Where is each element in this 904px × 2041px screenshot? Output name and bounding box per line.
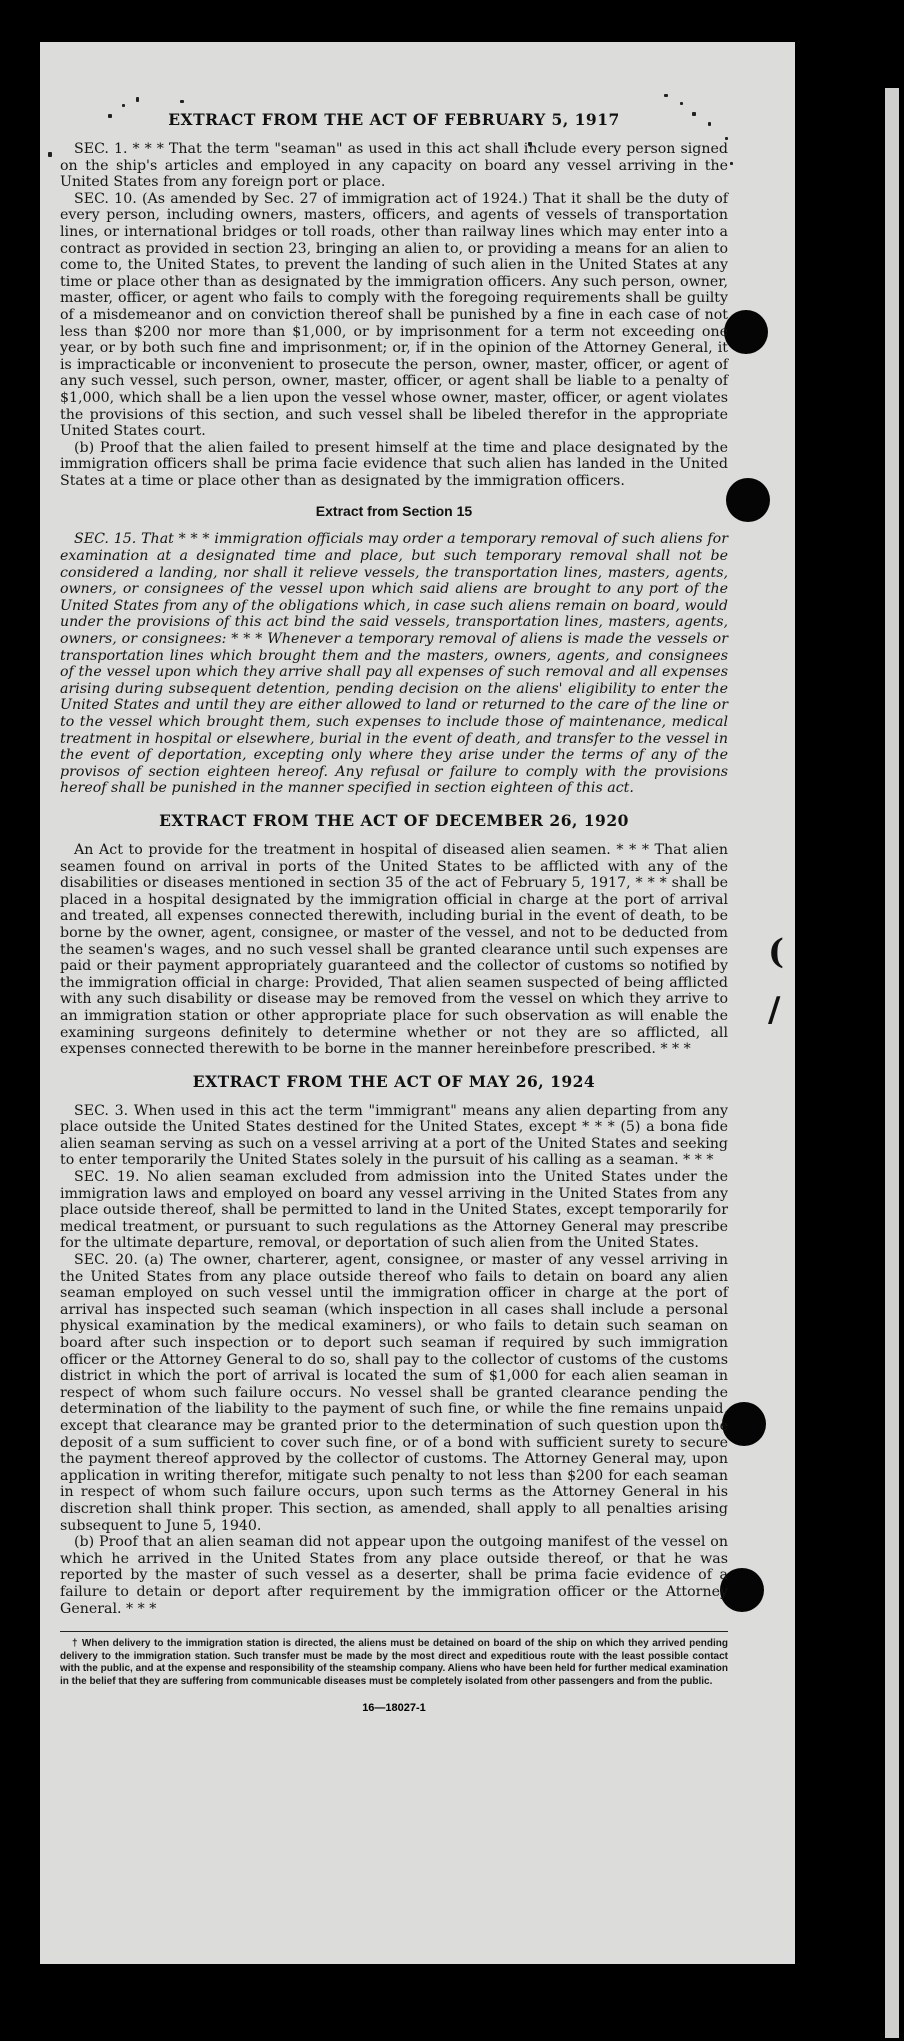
punch-hole bbox=[722, 1402, 766, 1446]
section-heading: EXTRACT FROM THE ACT OF DECEMBER 26, 1920 bbox=[159, 810, 629, 830]
scan-speck bbox=[680, 102, 683, 105]
section-subheading: Extract from Section 15 bbox=[315, 503, 473, 520]
margin-bracket-mark: ( bbox=[768, 932, 785, 972]
form-number: 16—18027-1 bbox=[362, 1702, 426, 1715]
scan-speck bbox=[664, 94, 668, 97]
section-act-may-1924 bbox=[60, 1072, 728, 1617]
scan-speck bbox=[122, 104, 125, 107]
paragraph-sec-20-a: SEC. 20. (a) The owner, charterer, agent, consignee, or master of any vessel arriving in the United States from any place outside thereof who fails to detain on board any alien seaman employed on such vessel until the immigration officer in charge at the port of arrival has inspected such seaman (which inspection in all cases shall include a personal physical examination by the medical examiners), or who fails to detain such seaman on board after such inspection or to deport such seaman if required by such immigration officer or the Attorney General to do so, shall pay to the collector of customs of the customs district in which the port of arrival is located the sum of $1,000 for each alien seaman in respect of whom such failure occurs. No vessel shall be granted clearance pending the determination of the liability to the payment of such fine, or while the fine remains unpaid, except that clearance may be granted prior to the determination of such question upon the deposit of a sum sufficient to cover such fine, or of a bond with sufficient surety to secure the payment thereof approved by the collector of customs. The Attorney General may, upon application in writing therefor, mitigate such penalty to not less than $200 for each seaman in respect of whom such failure occurs, upon such terms as the Attorney General in his discretion shall think proper. This section, as amended, shall apply to all penalties arising subsequent to June 5, 1940. bbox=[60, 1252, 728, 1534]
scan-speck bbox=[180, 100, 184, 103]
paragraph-sec-10-b: (b) Proof that the alien failed to present himself at the time and place designated by the immigration officers shall be prima facie evidence that such alien has landed in the United States at a time or place other than as designated by the immigration officers. bbox=[60, 439, 728, 489]
section-heading: EXTRACT FROM THE ACT OF FEBRUARY 5, 1917 bbox=[168, 110, 620, 129]
section-extract-sec-15 bbox=[60, 503, 728, 797]
footnote-divider bbox=[60, 1631, 728, 1632]
margin-bracket-mark: / bbox=[768, 990, 781, 1030]
punch-hole bbox=[726, 478, 770, 522]
scan-speck bbox=[136, 97, 139, 102]
section-heading: EXTRACT FROM THE ACT OF MAY 26, 1924 bbox=[192, 1071, 596, 1091]
section-act-dec-1920 bbox=[60, 811, 728, 1058]
paragraph-sec-15: SEC. 15. That * * * immigration officials may order a temporary removal of such aliens for examination at a designated time and place, but such temporary removal shall not be considered a landing, nor shall it relieve vessels, the transportation lines, masters, agents, owners, or consignees of the vessel upon which said aliens are brought to any port of the United States from any of the obligations which, in case such aliens remain on board, would under the provisions of this act bind the said vessels, transportation lines, masters, agents, owners, or consignees: * * * Whenever a temporary removal of aliens is made the vessels or transportation lines which brought them and the masters, owners, agents, and consignees of the vessel upon which they arrive shall pay all expenses of such removal and all expenses arising during subsequent detention, pending decision on the aliens' eligibility to enter the United States and until they are either allowed to land or returned to the care of the line or to the vessel which brought them, such expenses to include those of maintenance, medical treatment in hospital or elsewhere, burial in the event of death, and transfer to the vessel in the event of deportation, excepting only where they arise under the terms of any of the provisos of section eighteen hereof. Any refusal or failure to comply with the provisions hereof shall be punished in the manner specified in section eighteen of this act. bbox=[60, 531, 728, 797]
paragraph-sec-3: SEC. 3. When used in this act the term "immigrant" means any alien departing from any place outside the United States destined for the United States, except * * * (5) a bona fide alien seaman serving as such on a vessel arriving at a port of the United States and seeking to enter temporarily the United States solely in the pursuit of his calling as a seaman. * * * bbox=[60, 1102, 728, 1169]
scan-speck bbox=[48, 152, 52, 157]
punch-hole bbox=[724, 310, 768, 354]
adjacent-page-edge bbox=[885, 88, 899, 2038]
paragraph-sec-20-b: (b) Proof that an alien seaman did not appear upon the outgoing manifest of the vessel on which he arrived in the United States from any place outside thereof, or that he was reported by the master of such vessel as a deserter, shall be prima facie evidence of a failure to detain or deport after requirement by the immigration officer or the Attorney General. * * * bbox=[60, 1534, 728, 1617]
footnote: † When delivery to the immigration station is directed, the aliens must be detained on board of the ship on which they arrived pending delivery to the immigration station. Such transfer must be made by the most direct and expeditious route with the least possible contact with the public, and at the expense and responsibility of the steamship company. Aliens who have been held for further medical examination in the belief that they are suffering from communicable diseases must be completely isolated from other passengers and from the public. bbox=[60, 1638, 728, 1687]
paragraph-sec-1: SEC. 1. * * * That the term "seaman" as used in this act shall include every person signed on the ship's articles and employed in any capacity on board any vessel arriving in the United States from any foreign port or place. bbox=[60, 141, 728, 191]
section-act-feb-1917 bbox=[60, 110, 728, 489]
scan-speck bbox=[730, 162, 733, 165]
paragraph-sec-19: SEC. 19. No alien seaman excluded from admission into the United States under the immigration laws and employed on board any vessel arriving in the United States from any place outside thereof, shall be permitted to land in the United States, except temporarily for medical treatment, or pursuant to such regulations as the Attorney General may prescribe for the ultimate departure, removal, or deportation of such alien from the United States. bbox=[60, 1169, 728, 1252]
paragraph-act-1920: An Act to provide for the treatment in hospital of diseased alien seamen. * * * That alien seamen found on arrival in ports of the United States to be afflicted with any of the disabilities or diseases mentioned in section 35 of the act of February 5, 1917, * * * shall be placed in a hospital designated by the immigration official in charge at the port of arrival and treated, all expenses connected therewith, including burial in the event of death, to be borne by the owner, agent, consignee, or master of the vessel, and not to be deducted from the seamen's wages, and no such vessel shall be granted clearance until such expenses are paid or their payment appropriately guaranteed and the collector of customs so notified by the immigration official in charge: Provided, That alien seamen suspected of being afflicted with any such disability or disease may be removed from the vessel on which they arrive to an immigration station or other appropriate place for such observation as will enable the examining surgeons definitely to determine whether or not they are so afflicted, all expenses connected therewith to be borne in the manner hereinbefore prescribed. * * * bbox=[60, 841, 728, 1058]
document-body bbox=[60, 110, 728, 1714]
paragraph-sec-10: SEC. 10. (As amended by Sec. 27 of immigration act of 1924.) That it shall be the duty of every person, including owners, masters, officers, and agents of vessels of transportation lines, or international bridges or toll roads, other than railway lines which may enter into a contract as provided in section 23, bringing an alien to, or providing a means for an alien to come to, the United States, to prevent the landing of such alien in the United States at any time or place other than as designated by the immigration officers. Any such person, owner, master, officer, or agent who fails to comply with the foregoing requirements shall be guilty of a misdemeanor and on conviction thereof shall be punished by a fine in each case of not less than $200 nor more than $1,000, or by imprisonment for a term not exceeding one year, or by both such fine and imprisonment; or, if in the opinion of the Attorney General, it is impracticable or inconvenient to prosecute the person, owner, master, officer, or agent of any such vessel, such person, owner, master, officer, or agent shall be liable to a penalty of $1,000, which shall be a lien upon the vessel whose owner, master, officer, or agent violates the provisions of this section, and such vessel shall be libeled therefor in the appropriate United States court. bbox=[60, 190, 728, 440]
